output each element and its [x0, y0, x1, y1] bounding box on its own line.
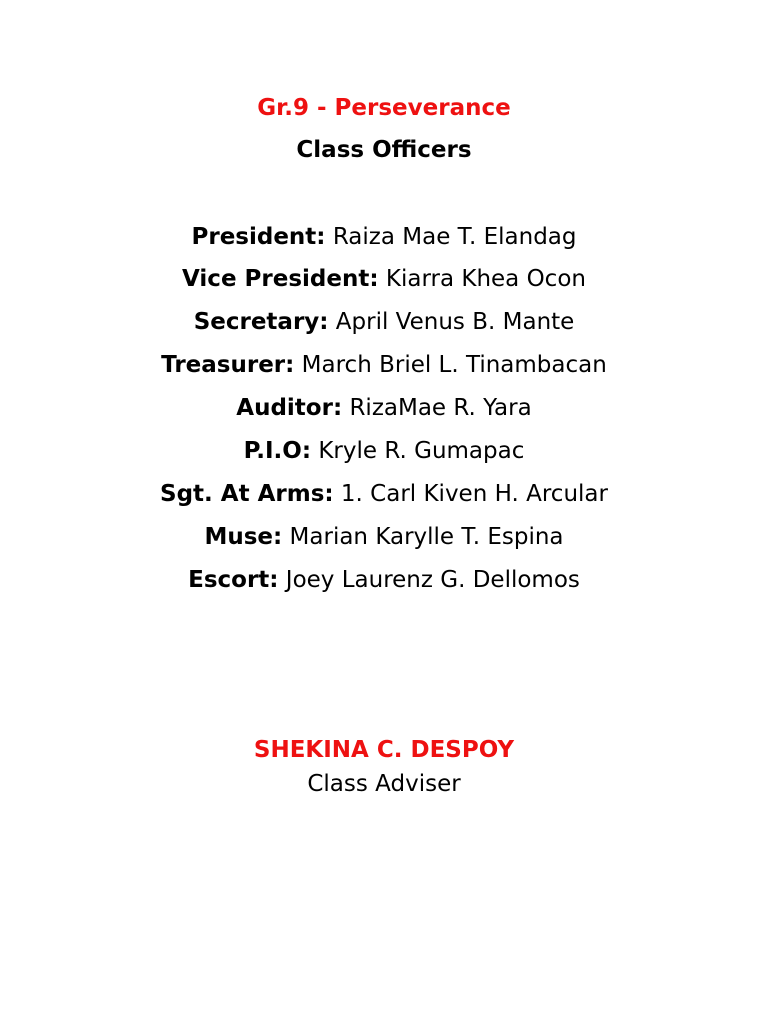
officer-name: Marian Karylle T. Espina [289, 524, 564, 550]
adviser-name: SHEKINA C. DESPOY [253, 737, 515, 763]
officer-name: Kiarra Khea Ocon [385, 266, 586, 292]
officer-row-escort [0, 565, 768, 595]
officer-role: President: [191, 224, 326, 250]
officer-row-auditor [0, 393, 768, 423]
officer-row-secretary [0, 307, 768, 337]
document-subtitle: Class Officers [296, 137, 472, 163]
officer-role: Secretary: [193, 309, 329, 335]
officer-role: Vice President: [182, 266, 379, 292]
officer-name: 1. Carl Kiven H. Arcular [340, 481, 608, 507]
officer-role: Treasurer: [161, 352, 295, 378]
officer-name: March Briel L. Tinambacan [301, 352, 607, 378]
officer-role: P.I.O: [243, 438, 312, 464]
adviser-title: Class Adviser [307, 771, 461, 797]
officer-row-vice-president [0, 264, 768, 294]
officer-name: Joey Laurenz G. Dellomos [285, 567, 580, 593]
officer-row-president [0, 222, 768, 252]
officer-row-muse [0, 522, 768, 552]
officer-name: RizaMae R. Yara [349, 395, 532, 421]
officer-role: Sgt. At Arms: [160, 481, 334, 507]
officer-name: April Venus B. Mante [335, 309, 575, 335]
officer-role: Muse: [204, 524, 283, 550]
officer-row-treasurer [0, 350, 768, 380]
document-title: Gr.9 - Perseverance [257, 95, 511, 121]
officer-row-pio [0, 436, 768, 466]
officer-name: Raiza Mae T. Elandag [332, 224, 577, 250]
officer-row-sgt-at-arms [0, 479, 768, 509]
officer-role: Escort: [188, 567, 279, 593]
officer-role: Auditor: [236, 395, 343, 421]
officer-name: Kryle R. Gumapac [318, 438, 525, 464]
